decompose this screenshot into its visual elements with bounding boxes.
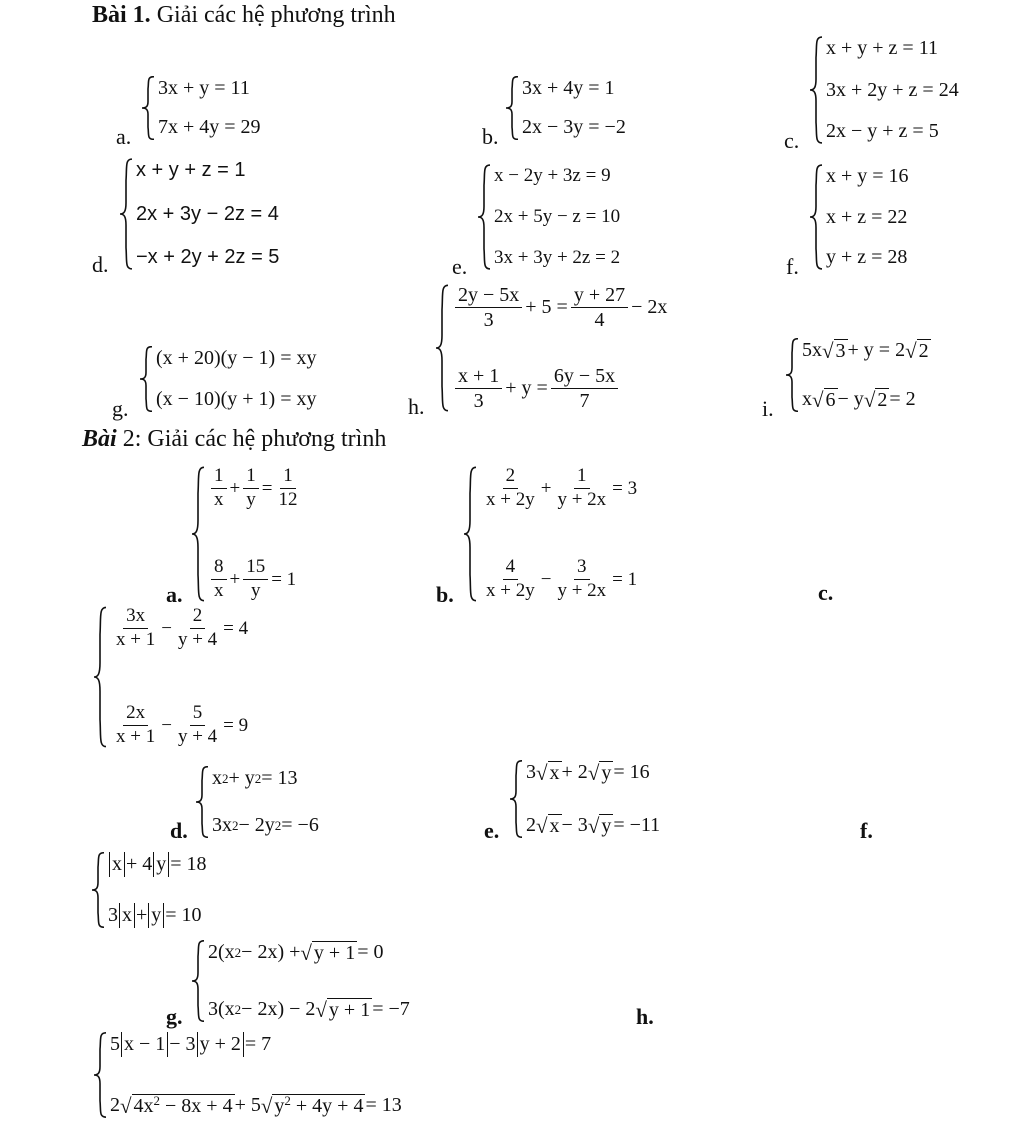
numerator: 3 xyxy=(574,557,590,580)
term: − 2x xyxy=(631,296,668,318)
bai2-h-eq1 xyxy=(110,1032,402,1057)
bai1-h-eq2 xyxy=(452,365,667,412)
bai2-c-system xyxy=(92,606,248,748)
bai1-e-label: e. xyxy=(452,254,468,279)
bai2-g-eq1: 2(x 2 − 2x) + √ y + 1 = 0 xyxy=(208,941,384,965)
bai2-e-eq2 xyxy=(526,813,660,838)
fraction xyxy=(554,466,609,511)
abs-value: x xyxy=(119,903,135,928)
denominator: y xyxy=(246,488,256,510)
denominator: y + 4 xyxy=(177,726,218,748)
term: = 13 xyxy=(261,767,298,789)
brace-icon xyxy=(190,940,206,1022)
abs-value: x xyxy=(109,852,125,877)
bai2-d-system xyxy=(194,766,319,838)
abs-value: y + 2 xyxy=(197,1032,244,1057)
operator: − xyxy=(161,714,172,736)
term: 2 xyxy=(526,814,536,836)
sqrt: √ 6 xyxy=(812,388,836,412)
denominator: 3 xyxy=(483,309,494,331)
fraction xyxy=(554,557,609,602)
sqrt: √ y + 1 xyxy=(315,998,371,1022)
bai2-e-eq1 xyxy=(526,760,660,785)
fraction xyxy=(211,557,227,602)
term: + 4 xyxy=(126,853,153,875)
term: = 0 xyxy=(357,941,384,963)
term: + xyxy=(136,904,148,926)
fraction xyxy=(455,365,502,412)
brace-icon xyxy=(476,164,492,270)
operator: + xyxy=(229,568,241,590)
operator: = xyxy=(261,477,273,499)
term: = 18 xyxy=(170,853,207,875)
brace-icon xyxy=(194,766,210,838)
brace-icon xyxy=(808,164,824,270)
sqrt: √ x xyxy=(536,761,560,785)
sqrt: √ 2 xyxy=(905,339,929,363)
bai2-e-label: e. xyxy=(484,818,500,843)
bai2-b-eq1 xyxy=(480,466,637,511)
radicand xyxy=(132,1094,235,1117)
bai1-e-eq3: 3x + 3y + 2z = 2 xyxy=(494,247,621,269)
denominator: x + 2y xyxy=(486,580,535,602)
fraction xyxy=(113,606,158,651)
bai1-a-label: a. xyxy=(116,124,132,149)
bai1-g-system xyxy=(138,346,316,412)
bai2-b-system xyxy=(462,466,637,602)
sqrt: √ 3 xyxy=(822,339,846,363)
bai2-h-system xyxy=(92,1032,402,1118)
bai1-e-eq1: x − 2y + 3z = 9 xyxy=(494,165,611,186)
bai1-f-eq1: x + y = 16 xyxy=(826,165,909,187)
bai2-a-label: a. xyxy=(166,582,183,607)
bai2-a-eq2 xyxy=(208,557,303,602)
bai1-title xyxy=(92,2,396,29)
radicand: 2 xyxy=(918,340,929,362)
term: + 2 xyxy=(561,761,588,783)
denominator: x xyxy=(214,488,224,510)
term: + 4y + 4 xyxy=(290,1095,364,1117)
fraction xyxy=(455,284,522,331)
bai2-d-eq2: 3x 2 − 2y 2 = −6 xyxy=(212,814,319,836)
numerator: x + 1 xyxy=(455,365,502,389)
term: − 2x) − 2 xyxy=(241,998,316,1020)
term: + 5 xyxy=(234,1094,261,1116)
bai1-i-label: i. xyxy=(762,396,774,421)
fraction xyxy=(551,365,618,412)
denominator: x + 2y xyxy=(486,488,535,510)
bai1-f-eq2: x + z = 22 xyxy=(826,205,908,228)
fraction xyxy=(243,466,259,511)
sqrt: √ y xyxy=(587,814,612,838)
denominator: 12 xyxy=(278,488,298,510)
bai1-d-label: d. xyxy=(92,252,109,277)
term: = −11 xyxy=(613,814,661,836)
bai1-e-eq2: 2x + 5y − z = 10 xyxy=(494,206,621,228)
bai2-f-system xyxy=(90,852,207,928)
bai2-f-eq1 xyxy=(108,852,207,877)
bai2-f-eq2 xyxy=(108,903,207,928)
bai1-g-label: g. xyxy=(112,396,129,421)
term: = −7 xyxy=(372,998,410,1020)
bai1-a-eq1: 3x + y = 11 xyxy=(158,77,250,99)
fraction xyxy=(113,703,158,748)
denominator: y + 4 xyxy=(177,628,218,650)
abs-value: x − 1 xyxy=(121,1032,168,1057)
bai2-h-eq2 xyxy=(110,1093,402,1118)
bai1-b-eq1: 3x + 4y = 1 xyxy=(522,77,615,99)
bai1-b-eq2: 2x − 3y = −2 xyxy=(522,116,626,138)
numerator: 2 xyxy=(503,466,519,489)
term: y xyxy=(274,1095,285,1117)
sqrt: √ y xyxy=(587,761,612,785)
term: 3x xyxy=(212,814,232,836)
sqrt: √ 2 xyxy=(863,388,888,412)
term: = 1 xyxy=(271,568,297,590)
bai1-g-eq2: (x − 10)(y + 1) = xy xyxy=(156,388,317,410)
numerator: 15 xyxy=(243,557,268,580)
denominator: 3 xyxy=(473,390,484,412)
numerator: 1 xyxy=(211,466,227,489)
bai1-d-eq1: x + y + z = 1 xyxy=(136,159,246,181)
term: = 2 xyxy=(889,388,916,410)
fraction xyxy=(275,466,300,511)
bai2-c-eq1 xyxy=(110,606,248,651)
bai2-g-label: g. xyxy=(166,1004,183,1029)
brace-icon xyxy=(140,76,156,140)
brace-icon xyxy=(462,466,478,602)
numerator: y + 27 xyxy=(571,284,628,308)
bai1-i-system xyxy=(784,338,931,412)
denominator: y + 2x xyxy=(557,580,607,602)
term: 5x xyxy=(802,339,822,361)
bai1-e-system xyxy=(476,164,620,270)
abs-value: y xyxy=(148,903,164,928)
fraction xyxy=(571,284,628,331)
fraction xyxy=(175,606,220,651)
numerator: 3x xyxy=(123,606,148,629)
brace-icon xyxy=(784,338,800,412)
brace-icon xyxy=(118,158,134,270)
term: − 8x + 4 xyxy=(160,1095,233,1117)
bai1-b-system xyxy=(504,76,626,140)
bai1-i-eq2 xyxy=(802,387,931,412)
denominator: x + 1 xyxy=(116,628,156,650)
bai2-c-label: c. xyxy=(818,580,834,605)
term: = 13 xyxy=(365,1094,402,1116)
bai2-e-system xyxy=(508,760,660,838)
operator: − xyxy=(161,617,172,639)
denominator: 4 xyxy=(594,309,605,331)
term: x xyxy=(802,388,812,410)
bai1-d-system xyxy=(118,158,279,270)
term: + y = 2 xyxy=(847,339,906,361)
term: = 9 xyxy=(223,714,249,736)
radicand: x xyxy=(549,762,560,784)
bai2-c-eq2 xyxy=(110,703,248,748)
sqrt: √ x xyxy=(536,814,560,838)
radicand: x xyxy=(549,815,560,837)
brace-icon xyxy=(138,346,154,412)
bai2-g-eq2: 3(x 2 − 2x) − 2 √ y + 1 = −7 xyxy=(208,998,410,1022)
bai2-b-label: b. xyxy=(436,582,454,607)
bai1-title-bold: Bài 1. xyxy=(92,2,151,28)
bai1-h-eq1 xyxy=(452,284,667,331)
term: 5 xyxy=(110,1033,120,1055)
term: + y xyxy=(228,767,255,789)
bai2-a-system xyxy=(190,466,303,602)
term: − 2x) + xyxy=(241,941,301,963)
bai2-d-label: d. xyxy=(170,818,188,843)
radicand: 3 xyxy=(835,340,846,362)
brace-icon xyxy=(190,466,206,602)
denominator: x + 1 xyxy=(116,726,156,748)
bai1-c-eq1: x + y + z = 11 xyxy=(826,37,938,59)
bai2-title-text: 2: Giải các hệ phương trình xyxy=(116,426,387,452)
term: − 3 xyxy=(561,814,588,836)
term: 2 xyxy=(110,1094,120,1116)
term: 3 xyxy=(526,761,536,783)
brace-icon xyxy=(90,852,106,928)
bai1-f-label: f. xyxy=(786,254,799,279)
denominator: 7 xyxy=(579,390,590,412)
numerator: 4 xyxy=(503,557,519,580)
bai1-i-eq1 xyxy=(802,338,931,363)
bai1-a-system xyxy=(140,76,261,140)
brace-icon xyxy=(504,76,520,140)
term: x xyxy=(212,767,222,789)
denominator: x xyxy=(214,580,224,602)
term: = −6 xyxy=(281,814,319,836)
bai1-g-eq1: (x + 20)(y − 1) = xy xyxy=(156,347,317,369)
abs-value: y xyxy=(153,852,169,877)
term: = 4 xyxy=(223,617,249,639)
radicand: y xyxy=(601,762,612,784)
bai2-title xyxy=(82,426,386,453)
numerator: 2y − 5x xyxy=(455,284,522,308)
sqrt: √ $y^2 + 4y + 4$ xyxy=(260,1092,364,1118)
numerator: 1 xyxy=(574,466,590,489)
bai2-h-label: h. xyxy=(636,1004,654,1029)
bai2-a-eq1 xyxy=(208,466,303,511)
numerator: 2x xyxy=(123,703,148,726)
numerator: 1 xyxy=(243,466,259,489)
bai1-d-eq3: −x + 2y + 2z = 5 xyxy=(136,246,280,268)
radicand xyxy=(272,1094,365,1117)
operator: + xyxy=(229,477,241,499)
term: − 2y xyxy=(238,814,275,836)
bai1-f-system xyxy=(808,164,909,270)
brace-icon xyxy=(808,36,824,144)
brace-icon xyxy=(508,760,524,838)
numerator: 6y − 5x xyxy=(551,365,618,389)
brace-icon xyxy=(92,1032,108,1118)
bai1-title-text: Giải các hệ phương trình xyxy=(150,2,396,28)
radicand: y + 1 xyxy=(313,942,356,964)
exponent: 2 xyxy=(153,1092,161,1108)
bai2-g-system xyxy=(190,940,410,1022)
bai1-c-system xyxy=(808,36,959,144)
term: = 16 xyxy=(613,761,650,783)
exponent: 2 xyxy=(284,1092,291,1108)
term: = 3 xyxy=(612,477,638,499)
term: − 3 xyxy=(169,1033,196,1055)
bai1-a-eq2: 7x + 4y = 29 xyxy=(158,116,261,138)
bai1-b-label: b. xyxy=(482,124,499,149)
fraction xyxy=(483,557,538,602)
term: = 10 xyxy=(165,904,202,926)
bai1-d-eq2: 2x + 3y − 2z = 4 xyxy=(136,202,279,225)
bai1-h-label: h. xyxy=(408,394,425,419)
term: = 1 xyxy=(612,568,638,590)
numerator: 5 xyxy=(190,703,206,726)
bai2-b-eq2 xyxy=(480,557,637,602)
fraction xyxy=(211,466,227,511)
radicand: y + 1 xyxy=(328,999,371,1021)
fraction xyxy=(483,466,538,511)
numerator: 8 xyxy=(211,557,227,580)
radicand: y xyxy=(601,815,612,837)
brace-icon xyxy=(434,284,450,412)
bai2-d-eq1: x 2 + y 2 = 13 xyxy=(212,767,298,789)
fraction xyxy=(175,703,220,748)
bai2-f-label: f. xyxy=(860,818,873,843)
operator: − xyxy=(540,568,552,590)
bai1-c-eq3: 2x − y + z = 5 xyxy=(826,120,939,142)
denominator: y + 2x xyxy=(557,488,607,510)
radicand: 2 xyxy=(877,389,888,411)
bai1-c-eq2: 3x + 2y + z = 24 xyxy=(826,78,959,101)
operator: + y = xyxy=(505,377,548,399)
bai1-f-eq3: y + z = 28 xyxy=(826,246,908,268)
term: 3(x xyxy=(208,998,235,1020)
numerator: 1 xyxy=(280,466,296,489)
term: 2(x xyxy=(208,941,235,963)
operator: + xyxy=(540,477,552,499)
brace-icon xyxy=(92,606,108,748)
sqrt: √ $4x^2 - 8x + 4$ xyxy=(120,1092,233,1118)
term: 3 xyxy=(108,904,118,926)
bai1-h-system xyxy=(434,284,667,412)
sqrt: √ y + 1 xyxy=(300,941,356,965)
term: = 7 xyxy=(244,1033,272,1055)
operator: + 5 = xyxy=(525,296,568,318)
fraction xyxy=(243,557,268,602)
term: 4x xyxy=(133,1095,154,1117)
numerator: 2 xyxy=(190,606,206,629)
bai2-title-bold: Bài xyxy=(82,426,117,452)
radicand: 6 xyxy=(825,389,836,411)
denominator: y xyxy=(250,580,261,602)
bai1-c-label: c. xyxy=(784,128,800,153)
term: − y xyxy=(837,388,864,410)
